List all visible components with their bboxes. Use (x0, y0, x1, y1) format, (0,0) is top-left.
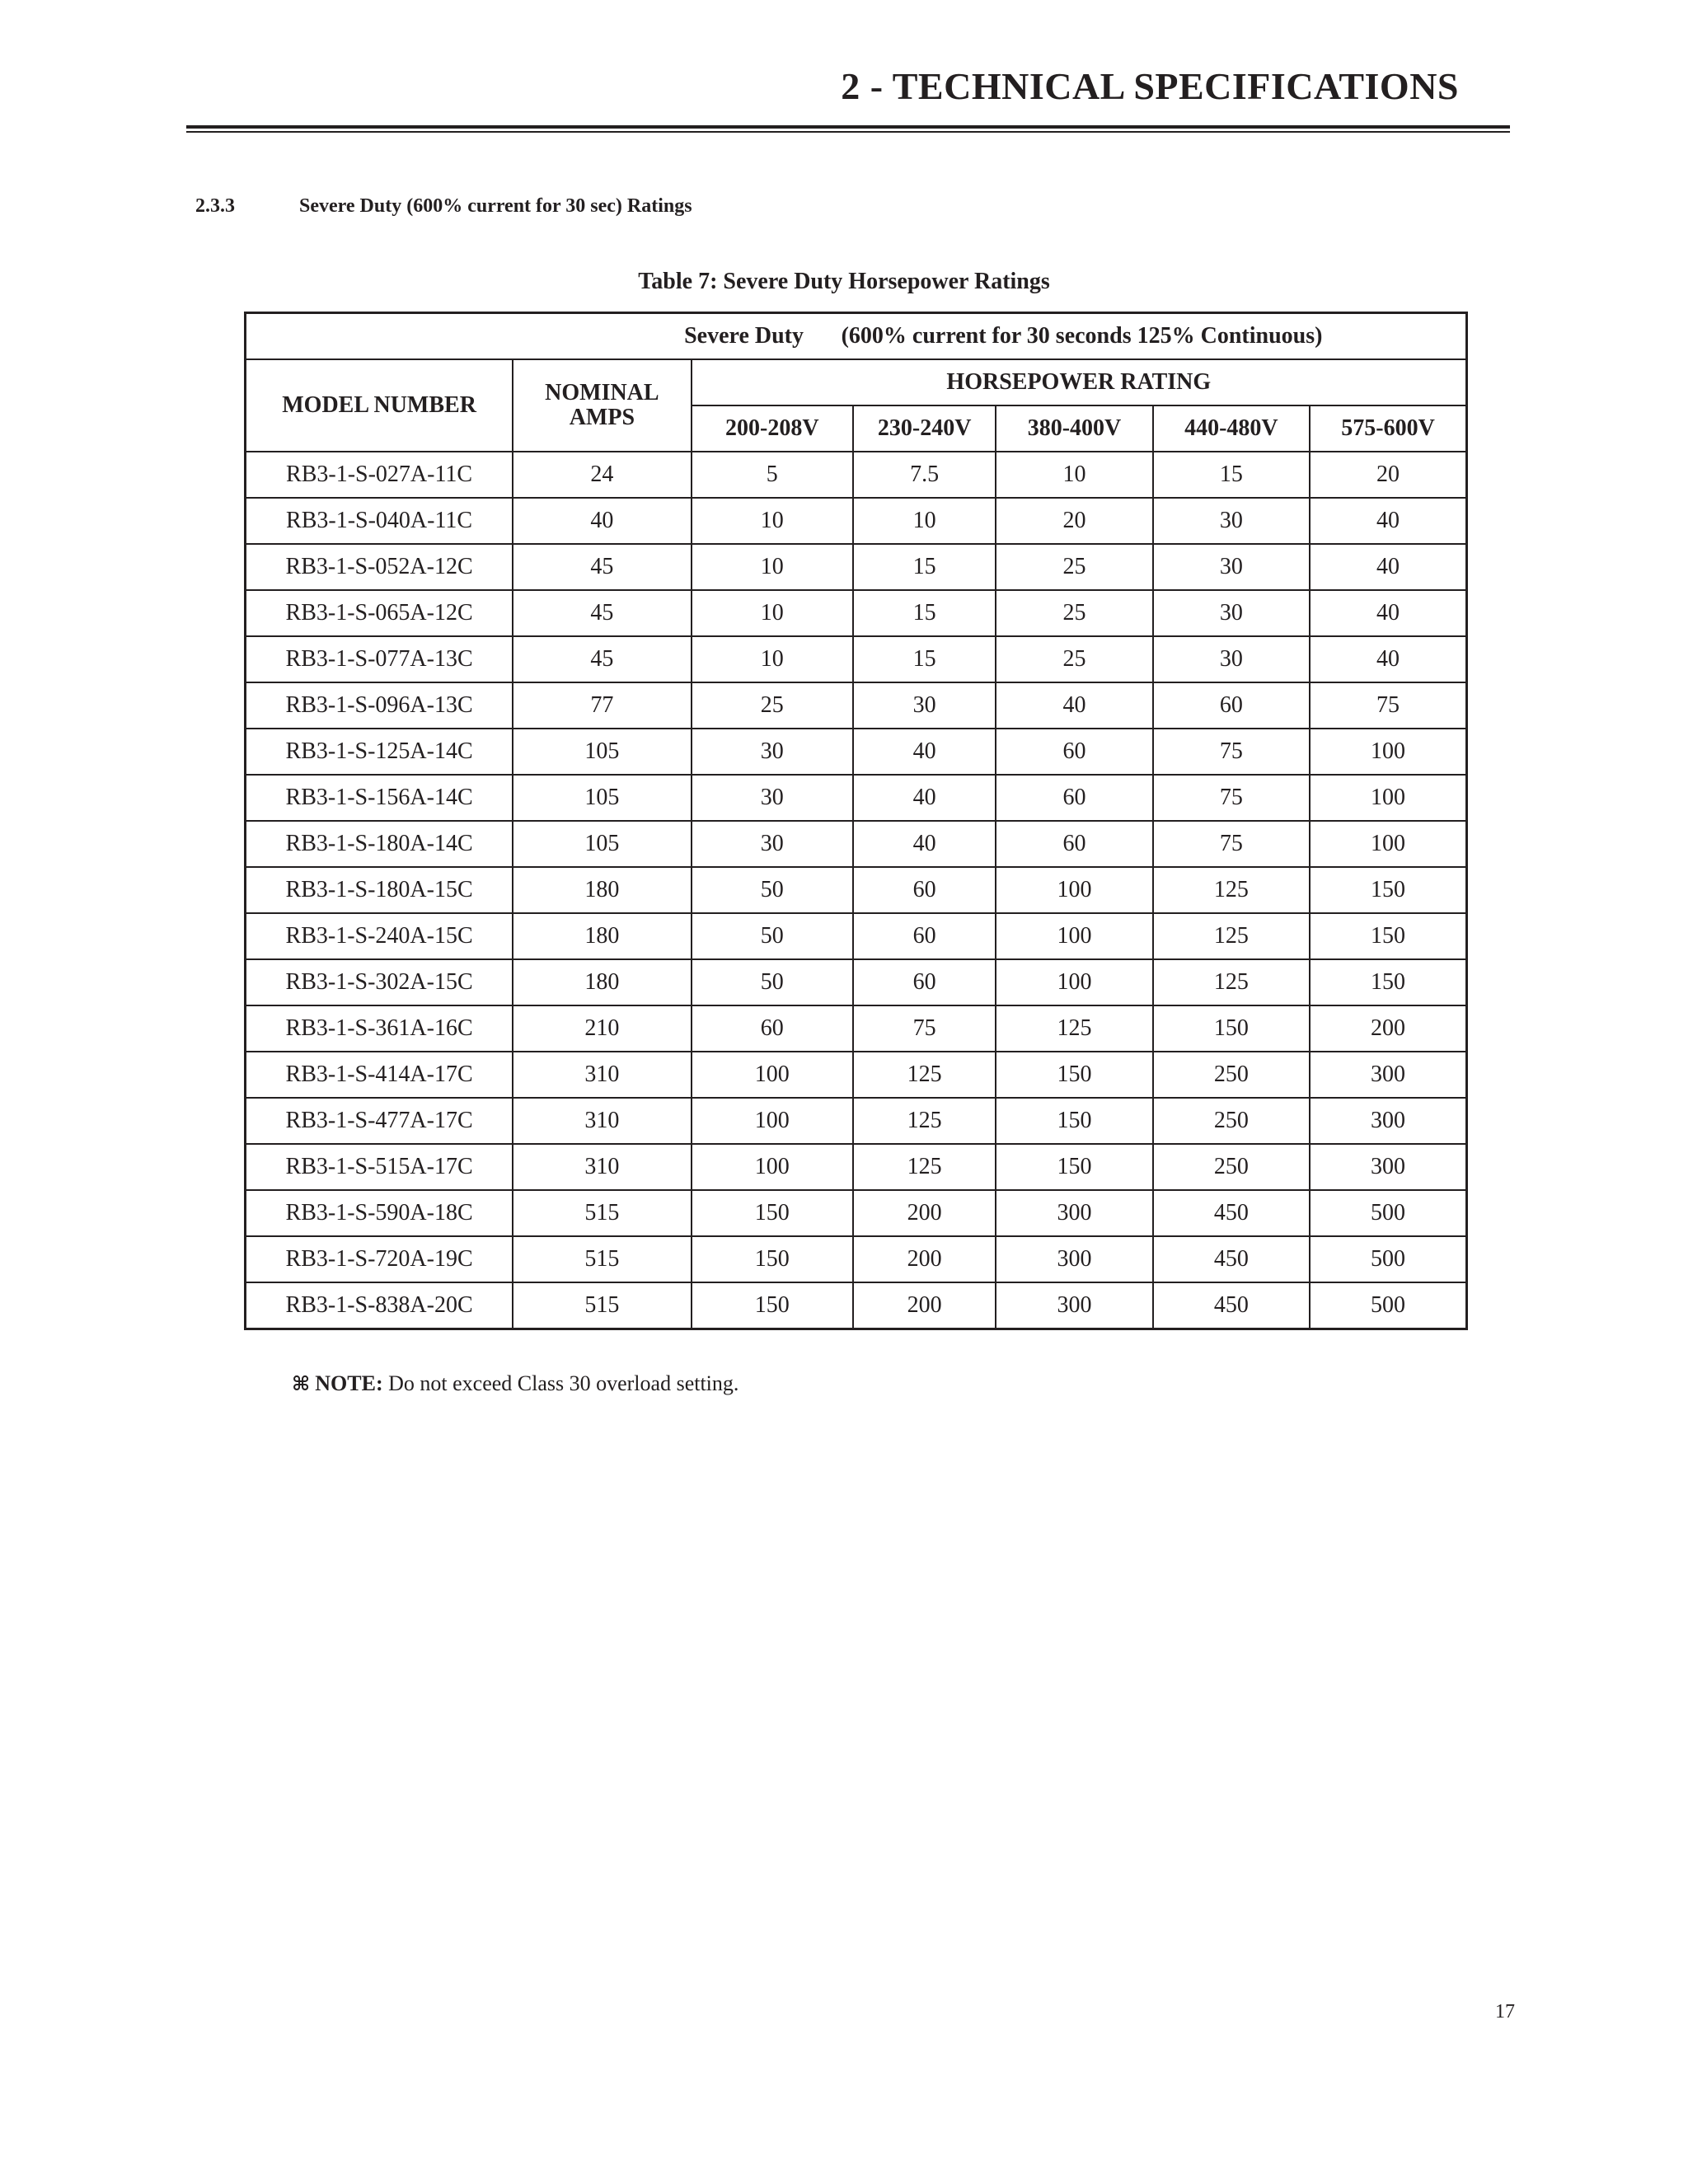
model-number-cell: RB3-1-S-515A-17C (246, 1144, 513, 1190)
horsepower-cell: 250 (1153, 1144, 1310, 1190)
horsepower-cell: 100 (1310, 775, 1466, 821)
table-banner-row (246, 313, 1467, 360)
model-number-cell: RB3-1-S-027A-11C (246, 452, 513, 498)
table-row (246, 1282, 1467, 1329)
banner-label: Severe Duty (684, 323, 804, 349)
table-row (246, 1098, 1467, 1144)
horsepower-cell: 10 (692, 544, 853, 590)
horsepower-cell: 15 (853, 636, 996, 682)
horsepower-cell: 200 (853, 1190, 996, 1236)
horsepower-cell: 300 (1310, 1144, 1466, 1190)
horsepower-cell: 50 (692, 867, 853, 913)
page-number: 17 (1495, 2001, 1515, 2022)
nominal-amps-cell: 210 (513, 1005, 691, 1052)
horsepower-cell: 30 (692, 775, 853, 821)
model-number-cell: RB3-1-S-040A-11C (246, 498, 513, 544)
nominal-amps-cell: 180 (513, 959, 691, 1005)
horsepower-cell: 75 (853, 1005, 996, 1052)
nominal-amps-cell: 45 (513, 590, 691, 636)
horsepower-cell: 100 (692, 1052, 853, 1098)
table-row (246, 452, 1467, 498)
horsepower-cell: 30 (692, 821, 853, 867)
table-row (246, 1144, 1467, 1190)
horsepower-cell: 10 (692, 498, 853, 544)
model-number-cell: RB3-1-S-590A-18C (246, 1190, 513, 1236)
horsepower-cell: 250 (1153, 1098, 1310, 1144)
horsepower-cell: 100 (1310, 821, 1466, 867)
horsepower-cell: 7.5 (853, 452, 996, 498)
horsepower-cell: 100 (692, 1144, 853, 1190)
horsepower-cell: 150 (1153, 1005, 1310, 1052)
col-header-voltage: 380-400V (996, 405, 1152, 452)
horsepower-cell: 30 (1153, 590, 1310, 636)
model-number-cell: RB3-1-S-156A-14C (246, 775, 513, 821)
note-label: NOTE: (315, 1371, 383, 1395)
nominal-amps-cell: 45 (513, 544, 691, 590)
nominal-amps-cell: 105 (513, 729, 691, 775)
horsepower-cell: 10 (692, 590, 853, 636)
nominal-amps-cell: 310 (513, 1052, 691, 1098)
horsepower-cell: 125 (1153, 959, 1310, 1005)
horsepower-cell: 40 (1310, 636, 1466, 682)
horsepower-cell: 40 (853, 775, 996, 821)
horsepower-cell: 450 (1153, 1190, 1310, 1236)
col-header-voltage: 200-208V (692, 405, 853, 452)
table-row (246, 913, 1467, 959)
horsepower-cell: 450 (1153, 1236, 1310, 1282)
model-number-cell: RB3-1-S-414A-17C (246, 1052, 513, 1098)
col-header-horsepower: HORSEPOWER RATING (692, 359, 1467, 405)
horsepower-cell: 20 (996, 498, 1152, 544)
horsepower-cell: 60 (853, 913, 996, 959)
horsepower-cell: 60 (853, 867, 996, 913)
horsepower-cell: 40 (1310, 590, 1466, 636)
note (292, 1371, 738, 1396)
table-row (246, 682, 1467, 729)
horsepower-cell: 250 (1153, 1052, 1310, 1098)
model-number-cell: RB3-1-S-361A-16C (246, 1005, 513, 1052)
horsepower-cell: 150 (996, 1144, 1152, 1190)
horsepower-cell: 25 (996, 636, 1152, 682)
horsepower-cell: 50 (692, 913, 853, 959)
horsepower-cell: 200 (1310, 1005, 1466, 1052)
horsepower-cell: 125 (853, 1144, 996, 1190)
horsepower-cell: 150 (996, 1052, 1152, 1098)
table-row (246, 1190, 1467, 1236)
horsepower-cell: 40 (1310, 498, 1466, 544)
model-number-cell: RB3-1-S-477A-17C (246, 1098, 513, 1144)
header-rule-thin (186, 131, 1510, 133)
horsepower-cell: 200 (853, 1282, 996, 1329)
table-row (246, 590, 1467, 636)
horsepower-cell: 300 (1310, 1098, 1466, 1144)
horsepower-cell: 125 (1153, 867, 1310, 913)
col-header-voltage: 230-240V (853, 405, 996, 452)
horsepower-cell: 300 (996, 1282, 1152, 1329)
horsepower-cell: 500 (1310, 1190, 1466, 1236)
header-rule-thick (186, 125, 1510, 129)
horsepower-cell: 125 (1153, 913, 1310, 959)
model-number-cell: RB3-1-S-077A-13C (246, 636, 513, 682)
nominal-amps-cell: 310 (513, 1144, 691, 1190)
severe-duty-table (244, 312, 1468, 1330)
col-header-voltage: 440-480V (1153, 405, 1310, 452)
horsepower-cell: 30 (1153, 498, 1310, 544)
section-title: Severe Duty (600% current for 30 sec) Ratings (299, 195, 692, 217)
table-row (246, 1236, 1467, 1282)
table-row (246, 1052, 1467, 1098)
horsepower-cell: 100 (996, 959, 1152, 1005)
horsepower-cell: 20 (1310, 452, 1466, 498)
horsepower-cell: 40 (853, 729, 996, 775)
col-header-amps (513, 359, 691, 452)
table-banner (246, 313, 1467, 360)
horsepower-cell: 15 (853, 544, 996, 590)
horsepower-cell: 100 (996, 913, 1152, 959)
horsepower-cell: 150 (1310, 913, 1466, 959)
horsepower-cell: 30 (1153, 544, 1310, 590)
horsepower-cell: 40 (996, 682, 1152, 729)
horsepower-cell: 75 (1153, 775, 1310, 821)
horsepower-cell: 450 (1153, 1282, 1310, 1329)
horsepower-cell: 150 (692, 1236, 853, 1282)
col-header-voltage: 575-600V (1310, 405, 1466, 452)
horsepower-cell: 40 (853, 821, 996, 867)
horsepower-cell: 150 (692, 1190, 853, 1236)
horsepower-cell: 30 (853, 682, 996, 729)
horsepower-cell: 10 (692, 636, 853, 682)
note-text: Do not exceed Class 30 overload setting. (388, 1371, 739, 1395)
nominal-amps-cell: 515 (513, 1282, 691, 1329)
horsepower-cell: 500 (1310, 1282, 1466, 1329)
horsepower-cell: 125 (853, 1052, 996, 1098)
model-number-cell: RB3-1-S-180A-14C (246, 821, 513, 867)
horsepower-cell: 5 (692, 452, 853, 498)
horsepower-cell: 60 (853, 959, 996, 1005)
horsepower-cell: 100 (692, 1098, 853, 1144)
nominal-amps-cell: 515 (513, 1190, 691, 1236)
table-caption: Table 7: Severe Duty Horsepower Ratings (638, 269, 1050, 294)
horsepower-cell: 150 (1310, 959, 1466, 1005)
horsepower-cell: 150 (996, 1098, 1152, 1144)
table-row (246, 867, 1467, 913)
table-row (246, 775, 1467, 821)
horsepower-cell: 300 (996, 1190, 1152, 1236)
table-row (246, 544, 1467, 590)
table-row (246, 821, 1467, 867)
horsepower-cell: 75 (1153, 821, 1310, 867)
table-row (246, 959, 1467, 1005)
nominal-amps-cell: 105 (513, 775, 691, 821)
horsepower-cell: 125 (996, 1005, 1152, 1052)
model-number-cell: RB3-1-S-052A-12C (246, 544, 513, 590)
horsepower-cell: 15 (853, 590, 996, 636)
nominal-amps-cell: 180 (513, 867, 691, 913)
col-header-amps-line1: NOMINAL (545, 380, 659, 405)
table-body (246, 452, 1467, 1329)
model-number-cell: RB3-1-S-240A-15C (246, 913, 513, 959)
page-header-title: 2 - TECHNICAL SPECIFICATIONS (841, 65, 1459, 107)
horsepower-cell: 40 (1310, 544, 1466, 590)
horsepower-cell: 60 (996, 775, 1152, 821)
col-header-model: MODEL NUMBER (246, 359, 513, 452)
horsepower-cell: 60 (996, 729, 1152, 775)
horsepower-cell: 25 (692, 682, 853, 729)
nominal-amps-cell: 77 (513, 682, 691, 729)
col-header-amps-line2: AMPS (569, 405, 635, 430)
horsepower-cell: 50 (692, 959, 853, 1005)
section-heading (195, 195, 692, 218)
horsepower-cell: 150 (1310, 867, 1466, 913)
horsepower-cell: 60 (996, 821, 1152, 867)
horsepower-cell: 300 (1310, 1052, 1466, 1098)
table-header-row (246, 359, 1467, 405)
nominal-amps-cell: 105 (513, 821, 691, 867)
horsepower-cell: 25 (996, 590, 1152, 636)
horsepower-cell: 500 (1310, 1236, 1466, 1282)
horsepower-cell: 200 (853, 1236, 996, 1282)
horsepower-cell: 75 (1153, 729, 1310, 775)
horsepower-cell: 30 (692, 729, 853, 775)
horsepower-cell: 100 (996, 867, 1152, 913)
nominal-amps-cell: 310 (513, 1098, 691, 1144)
horsepower-cell: 75 (1310, 682, 1466, 729)
horsepower-cell: 25 (996, 544, 1152, 590)
horsepower-cell: 100 (1310, 729, 1466, 775)
table-row (246, 498, 1467, 544)
model-number-cell: RB3-1-S-720A-19C (246, 1236, 513, 1282)
horsepower-cell: 300 (996, 1236, 1152, 1282)
nominal-amps-cell: 180 (513, 913, 691, 959)
model-number-cell: RB3-1-S-096A-13C (246, 682, 513, 729)
horsepower-cell: 15 (1153, 452, 1310, 498)
horsepower-cell: 10 (996, 452, 1152, 498)
nominal-amps-cell: 45 (513, 636, 691, 682)
nominal-amps-cell: 515 (513, 1236, 691, 1282)
table-row (246, 729, 1467, 775)
table-row (246, 636, 1467, 682)
model-number-cell: RB3-1-S-180A-15C (246, 867, 513, 913)
model-number-cell: RB3-1-S-065A-12C (246, 590, 513, 636)
nominal-amps-cell: 24 (513, 452, 691, 498)
horsepower-cell: 150 (692, 1282, 853, 1329)
nominal-amps-cell: 40 (513, 498, 691, 544)
horsepower-cell: 30 (1153, 636, 1310, 682)
model-number-cell: RB3-1-S-838A-20C (246, 1282, 513, 1329)
horsepower-cell: 60 (692, 1005, 853, 1052)
horsepower-cell: 125 (853, 1098, 996, 1144)
model-number-cell: RB3-1-S-302A-15C (246, 959, 513, 1005)
section-number: 2.3.3 (195, 195, 235, 217)
banner-detail: (600% current for 30 seconds 125% Continuous) (841, 323, 1323, 349)
command-key-icon: ⌘ (292, 1372, 311, 1395)
table-row (246, 1005, 1467, 1052)
horsepower-cell: 60 (1153, 682, 1310, 729)
horsepower-cell: 10 (853, 498, 996, 544)
model-number-cell: RB3-1-S-125A-14C (246, 729, 513, 775)
